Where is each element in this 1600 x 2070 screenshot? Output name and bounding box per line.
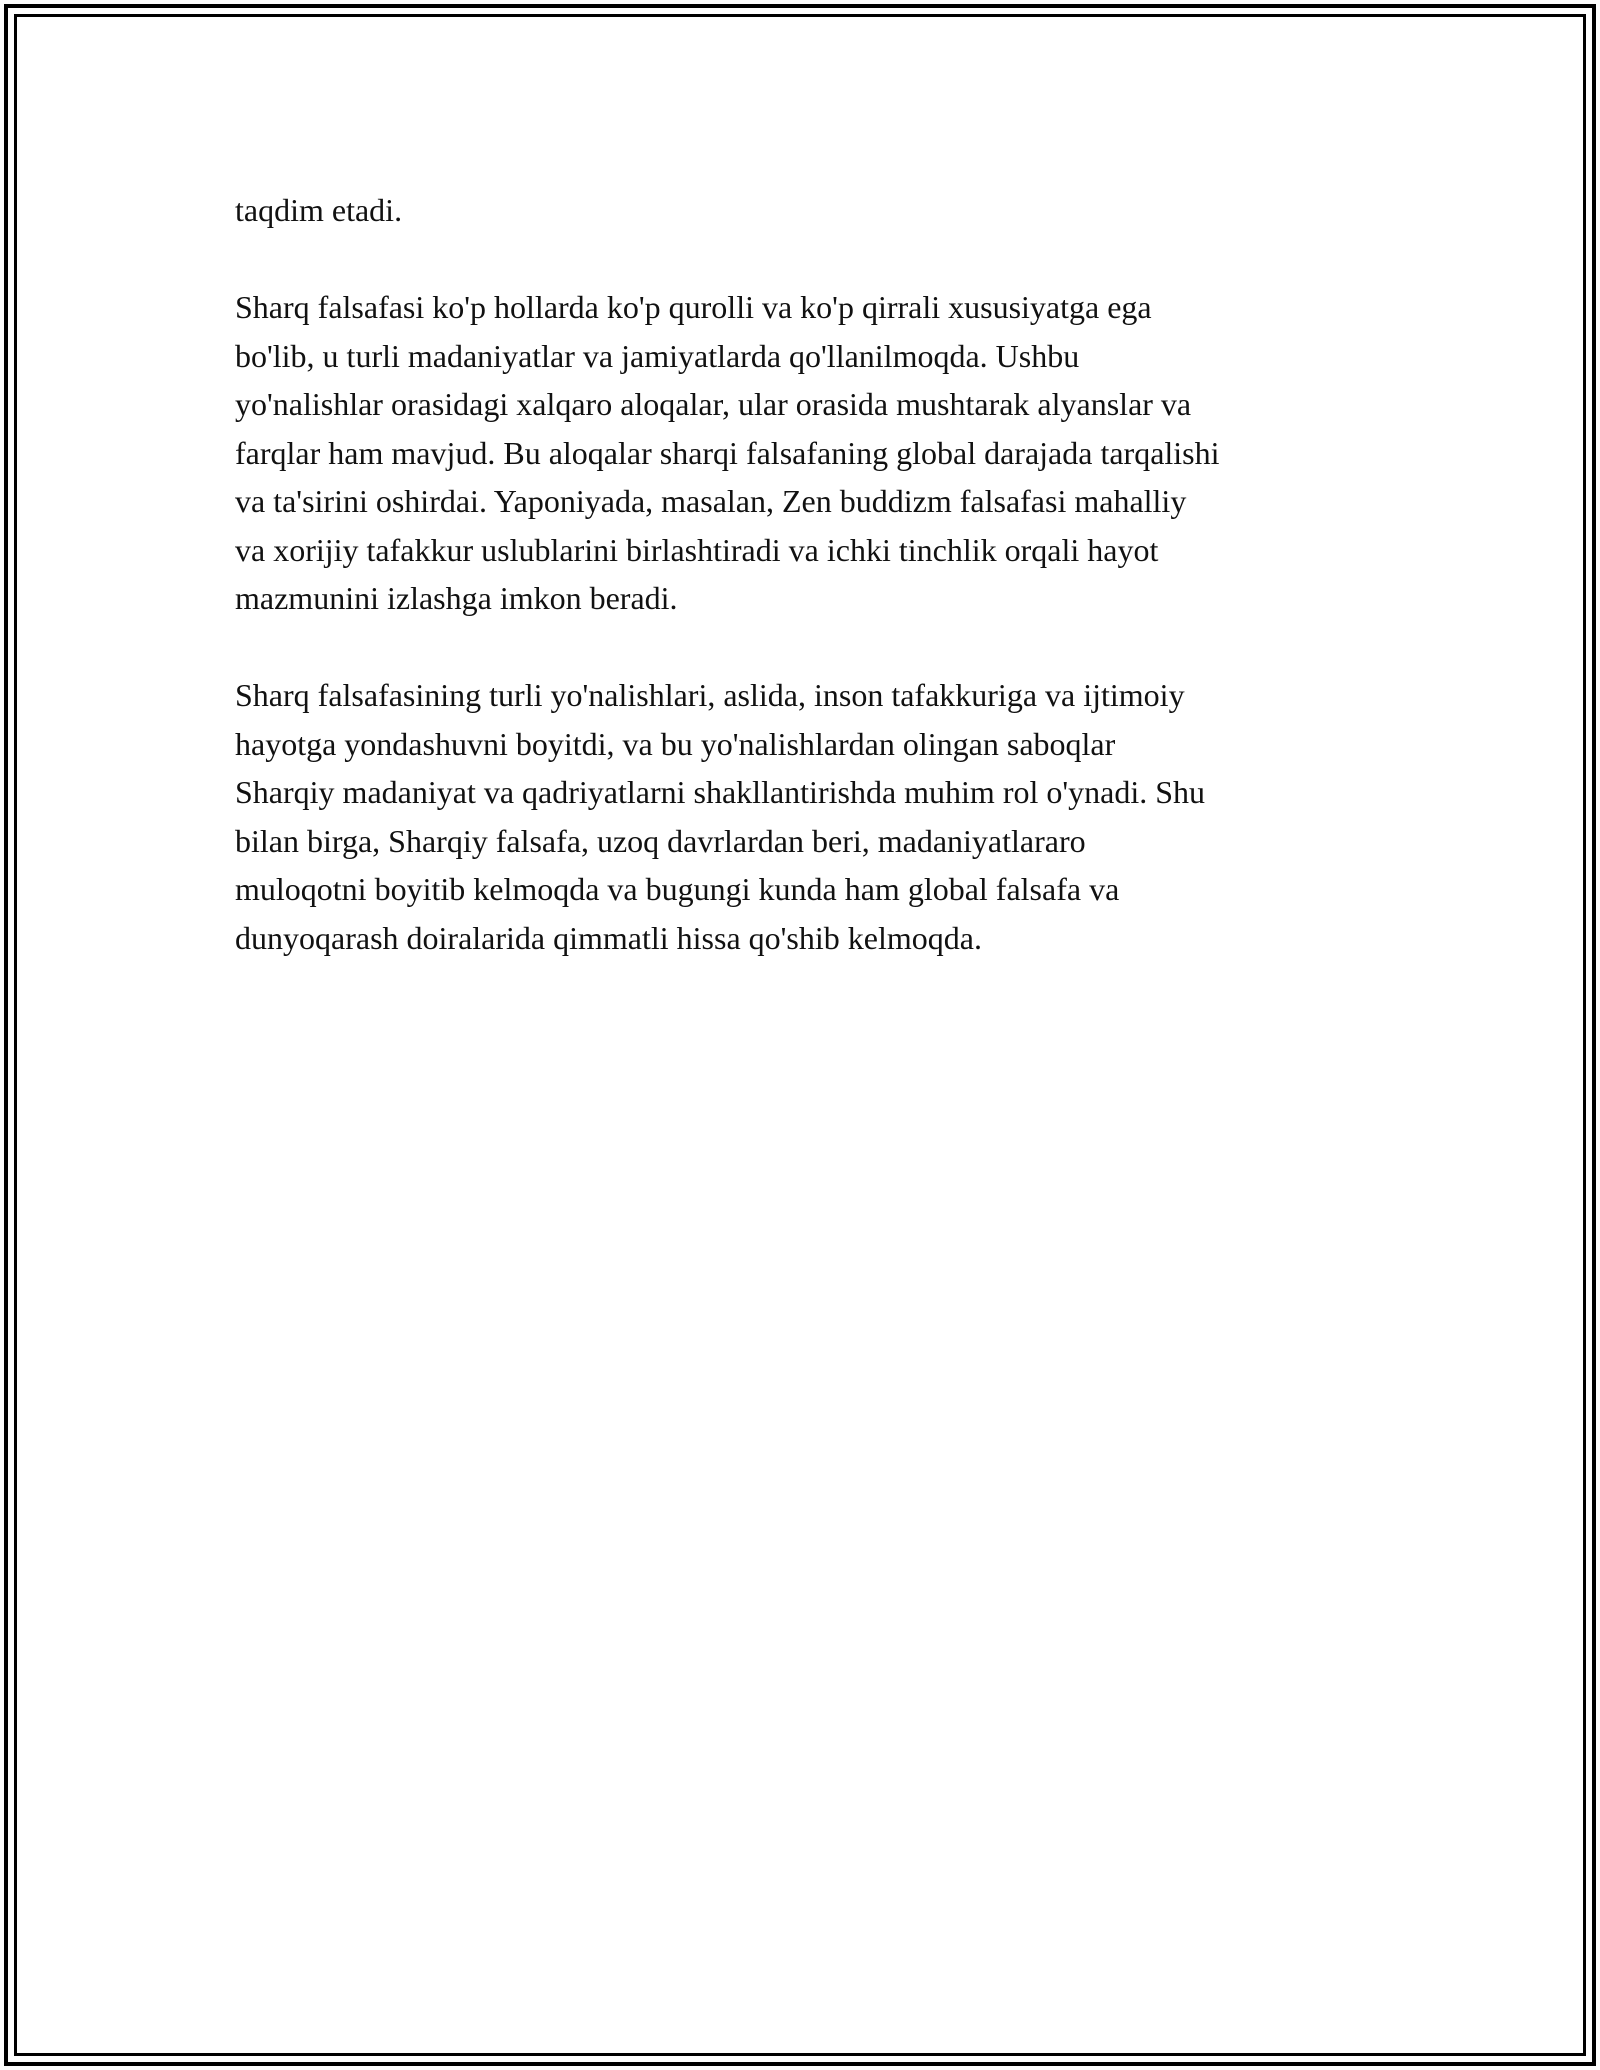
- text-line: farqlar ham mavjud. Bu aloqalar sharqi falsafaning global darajada tarqalishi: [235, 434, 1220, 471]
- text-line: bo'lib, u turli madaniyatlar va jamiyatlarda qo'llanilmoqda. Ushbu: [235, 337, 1080, 374]
- document-body: [235, 186, 1365, 1011]
- paragraph-3: [235, 671, 1365, 962]
- paragraph-1: [235, 186, 1365, 235]
- text-line: hayotga yondashuvni boyitdi, va bu yo'nalishlardan olingan saboqlar: [235, 725, 1116, 762]
- text-line: va xorijiy tafakkur uslublarini birlashtiradi va ichki tinchlik orqali hayot: [235, 531, 1159, 568]
- paragraph-2: [235, 283, 1365, 623]
- text-line: Sharq falsafasining turli yo'nalishlari, aslida, inson tafakkuriga va ijtimoiy: [235, 677, 1185, 713]
- text-line: Sharqiy madaniyat va qadriyatlarni shakllantirishda muhim rol o'ynadi. Shu: [235, 774, 1206, 810]
- text-line: va ta'sirini oshirdai. Yaponiyada, masalan, Zen buddizm falsafasi mahalliy: [235, 483, 1187, 519]
- text-line: Sharq falsafasi ko'p hollarda ko'p qurolli va ko'p qirrali xususiyatga ega: [235, 289, 1152, 325]
- text-line: dunyoqarash doiralarida qimmatli hissa qo'shib kelmoqda.: [235, 919, 982, 956]
- text-line: yo'nalishlar orasidagi xalqaro aloqalar, ular orasida mushtarak alyanslar va: [235, 386, 1192, 422]
- text-line: taqdim etadi.: [235, 192, 403, 228]
- text-line: bilan birga, Sharqiy falsafa, uzoq davrlardan beri, madaniyatlararo: [235, 822, 1086, 859]
- text-line: muloqotni boyitib kelmoqda va bugungi kunda ham global falsafa va: [235, 871, 1120, 907]
- text-line: mazmunini izlashga imkon beradi.: [235, 580, 678, 616]
